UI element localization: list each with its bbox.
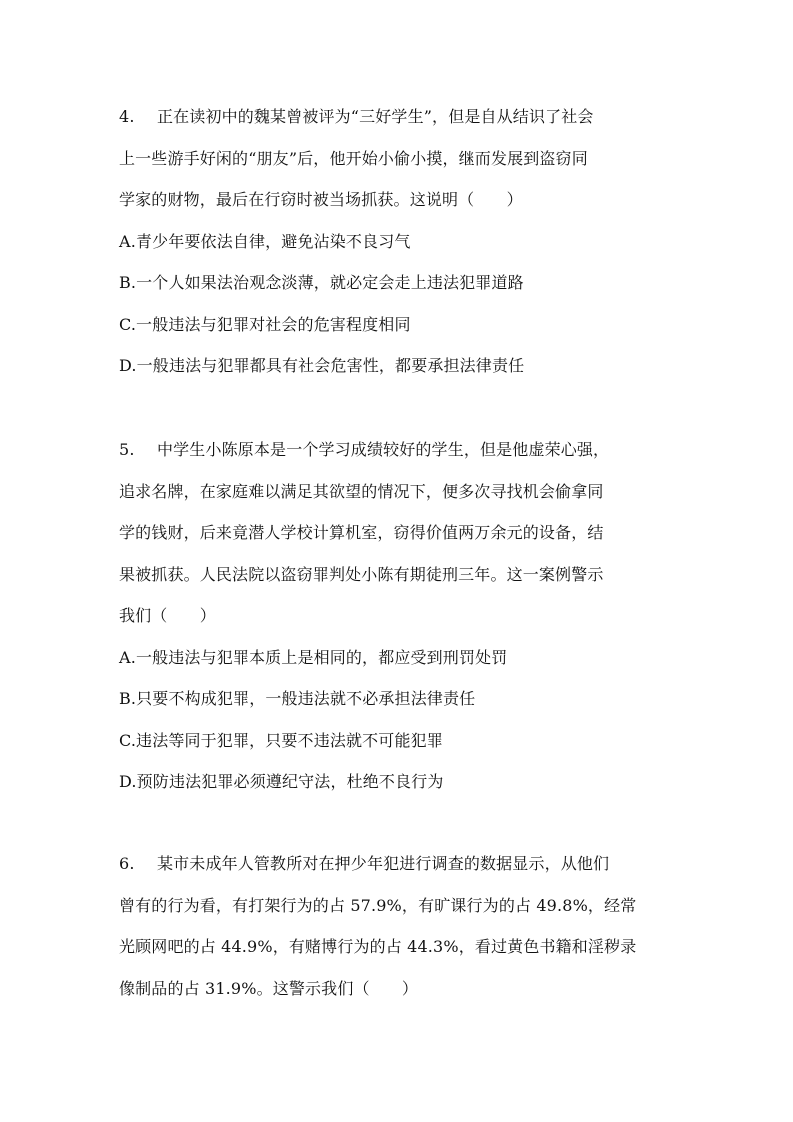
question-stem-line: 追求名牌，在家庭难以满足其欲望的情况下，便多次寻找机会偷拿同 <box>119 481 604 501</box>
option-b: B.只要不构成犯罪，一般违法就不必承担法律责任 <box>119 689 476 708</box>
question-6 <box>119 843 699 1009</box>
question-stem-text: 中学生小陈原本是一个学习成绩较好的学生，但是他虚荣心强， <box>157 440 610 459</box>
question-stem-line: 光顾网吧的占 44.9%，有赌博行为的占 44.3%，看过黄色书籍和淫秽录 <box>119 937 637 956</box>
option-b: B.一个人如果法治观念淡薄，就必定会走上违法犯罪道路 <box>119 273 524 292</box>
question-4 <box>119 96 699 387</box>
question-number: 6. <box>119 854 135 873</box>
question-stem-line <box>119 96 699 138</box>
question-stem-line: 上一些游手好闲的“朋友”后，他开始小偷小摸，继而发展到盗窃同 <box>119 148 588 168</box>
question-stem-line: 果被抓获。人民法院以盗窃罪判处小陈有期徒刑三年。这一案例警示 <box>119 564 604 584</box>
option-a: A.青少年要依法自律，避免沾染不良习气 <box>119 231 411 251</box>
option-c: C.违法等同于犯罪，只要不违法就不可能犯罪 <box>119 730 443 750</box>
question-stem-line <box>119 843 699 885</box>
question-stem-text: 某市未成年人管教所对在押少年犯进行调查的数据显示，从他们 <box>157 854 610 873</box>
question-number: 5. <box>119 440 135 459</box>
question-stem-line <box>119 429 699 471</box>
option-d: D.预防违法犯罪必须遵纪守法，杜绝不良行为 <box>119 772 444 791</box>
option-c: C.一般违法与犯罪对社会的危害程度相同 <box>119 314 411 334</box>
question-stem-line: 我们（ ） <box>119 606 216 625</box>
question-stem-line: 学家的财物，最后在行窃时被当场抓获。这说明（ ） <box>119 190 523 209</box>
question-number: 4. <box>119 107 135 126</box>
question-stem-line: 学的钱财，后来竟潜人学校计算机室，窃得价值两万余元的设备，结 <box>119 523 604 542</box>
question-stem-text: 正在读初中的魏某曾被评为“三好学生”，但是自从结识了社会 <box>157 107 594 126</box>
question-stem-line: 曾有的行为看，有打架行为的占 57.9%，有旷课行为的占 49.8%，经常 <box>119 895 637 915</box>
option-d: D.一般违法与犯罪都具有社会危害性，都要承担法律责任 <box>119 356 525 375</box>
question-stem-line: 像制品的占 31.9%。这警示我们（ ） <box>119 978 419 998</box>
option-a: A.一般违法与犯罪本质上是相同的，都应受到刑罚处罚 <box>119 647 508 667</box>
question-5 <box>119 429 699 803</box>
